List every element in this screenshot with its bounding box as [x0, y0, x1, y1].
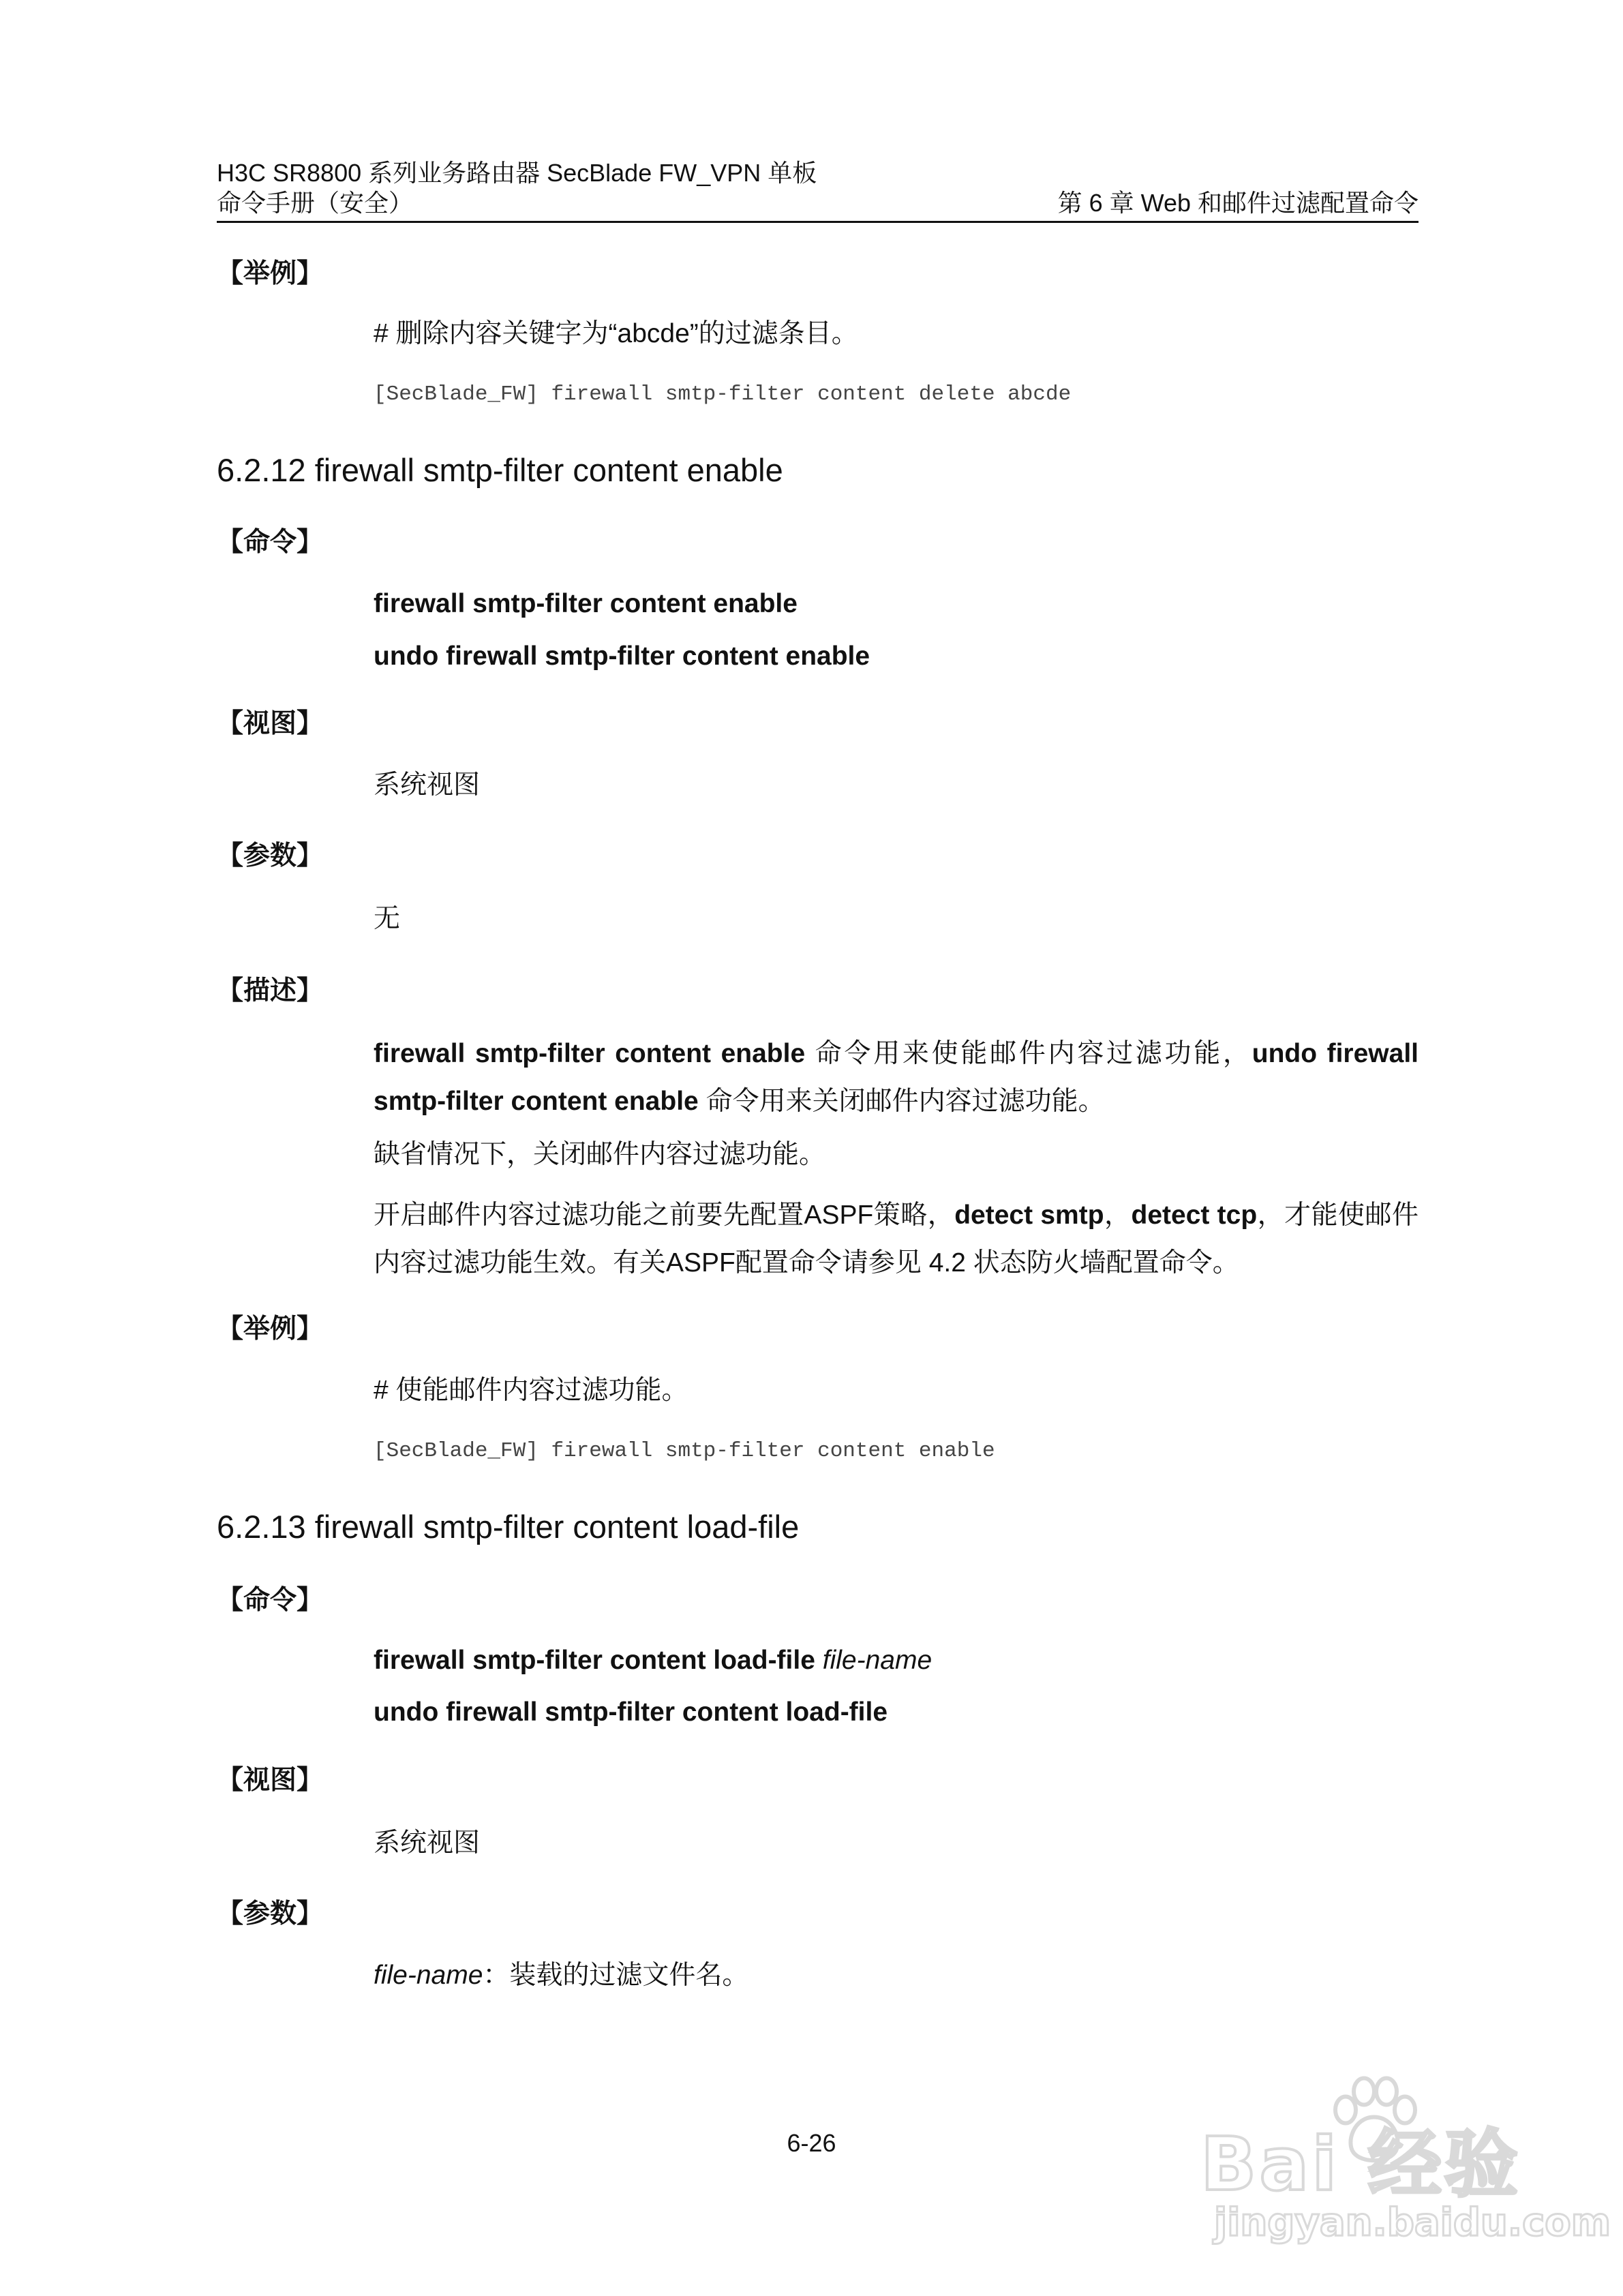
parameter-name: file-name — [374, 1961, 483, 1990]
example-code-2: [SecBlade_FW] firewall smtp-filter content enable — [374, 1439, 995, 1463]
watermark-url: jingyan.baidu.com — [1214, 2201, 1611, 2245]
parameter-description: ：装载的过滤文件名。 — [483, 1961, 749, 1990]
parameter-label-2: 【参数】 — [217, 1899, 324, 1929]
example-description: # 删除内容关键字为“abcde”的过滤条目。 — [374, 319, 858, 348]
watermark-brand: Bai 经验 — [1200, 2122, 1521, 2207]
description-default: 缺省情况下，关闭邮件内容过滤功能。 — [374, 1140, 826, 1169]
example-label: 【举例】 — [217, 259, 324, 288]
description-text-2: 命令用来关闭邮件内容过滤功能。 — [698, 1087, 1105, 1116]
header-manual-title: 命令手册（安全） — [217, 189, 414, 217]
example-code: [SecBlade_FW] firewall smtp-filter content delete abcde — [374, 382, 1072, 406]
section-title-6-2-13: 6.2.13 firewall smtp-filter content load-file — [217, 1509, 800, 1545]
parameter-entry — [374, 1958, 748, 1993]
description-undo-command: undo firewall smtp-filter content enable — [374, 1039, 1419, 1116]
description-separator: ， — [1104, 1200, 1132, 1230]
header-chapter-title: 第 6 章 Web 和邮件过滤配置命令 — [1057, 189, 1419, 217]
description-prereq-tail: ，才能使邮件内容过滤功能生效。有关ASPF配置命令请参见 4.2 状态防火墙配置命令。 — [374, 1200, 1419, 1278]
description-text: 命令用来使能邮件内容过滤功能， — [805, 1039, 1252, 1068]
command-label-2: 【命令】 — [217, 1586, 324, 1615]
detect-tcp-keyword: detect tcp — [1131, 1200, 1258, 1230]
header-product-title: H3C SR8800 系列业务路由器 SecBlade FW_VPN 单板 — [217, 159, 817, 187]
view-value-2: 系统视图 — [374, 1828, 481, 1858]
view-label-2: 【视图】 — [217, 1766, 324, 1795]
baidu-watermark — [1159, 2078, 1611, 2255]
parameter-label: 【参数】 — [217, 841, 324, 871]
command-syntax: firewall smtp-filter content enable — [374, 589, 798, 618]
description-label: 【描述】 — [217, 976, 324, 1006]
page-number: 6-26 — [787, 2129, 836, 2157]
parameter-value: 无 — [374, 904, 401, 933]
undo-command-syntax-2: undo firewall smtp-filter content load-file — [374, 1697, 888, 1727]
example-description-2: # 使能邮件内容过滤功能。 — [374, 1376, 688, 1405]
command-syntax-2 — [374, 1643, 932, 1678]
command-argument: file-name — [822, 1646, 932, 1675]
header-divider — [217, 221, 1419, 223]
view-label: 【视图】 — [217, 709, 324, 738]
example-label-2: 【举例】 — [217, 1314, 324, 1344]
command-label: 【命令】 — [217, 528, 324, 557]
description-paragraph-1 — [374, 1030, 1419, 1126]
description-paragraph-3 — [374, 1192, 1419, 1287]
command-keywords: firewall smtp-filter content load-file — [374, 1646, 815, 1675]
description-command: firewall smtp-filter content enable — [374, 1039, 806, 1068]
section-title-6-2-12: 6.2.12 firewall smtp-filter content enable — [217, 452, 783, 488]
undo-command-syntax: undo firewall smtp-filter content enable — [374, 641, 870, 671]
description-prereq-text: 开启邮件内容过滤功能之前要先配置ASPF策略， — [374, 1200, 955, 1230]
view-value: 系统视图 — [374, 770, 481, 800]
detect-smtp-keyword: detect smtp — [954, 1200, 1104, 1230]
